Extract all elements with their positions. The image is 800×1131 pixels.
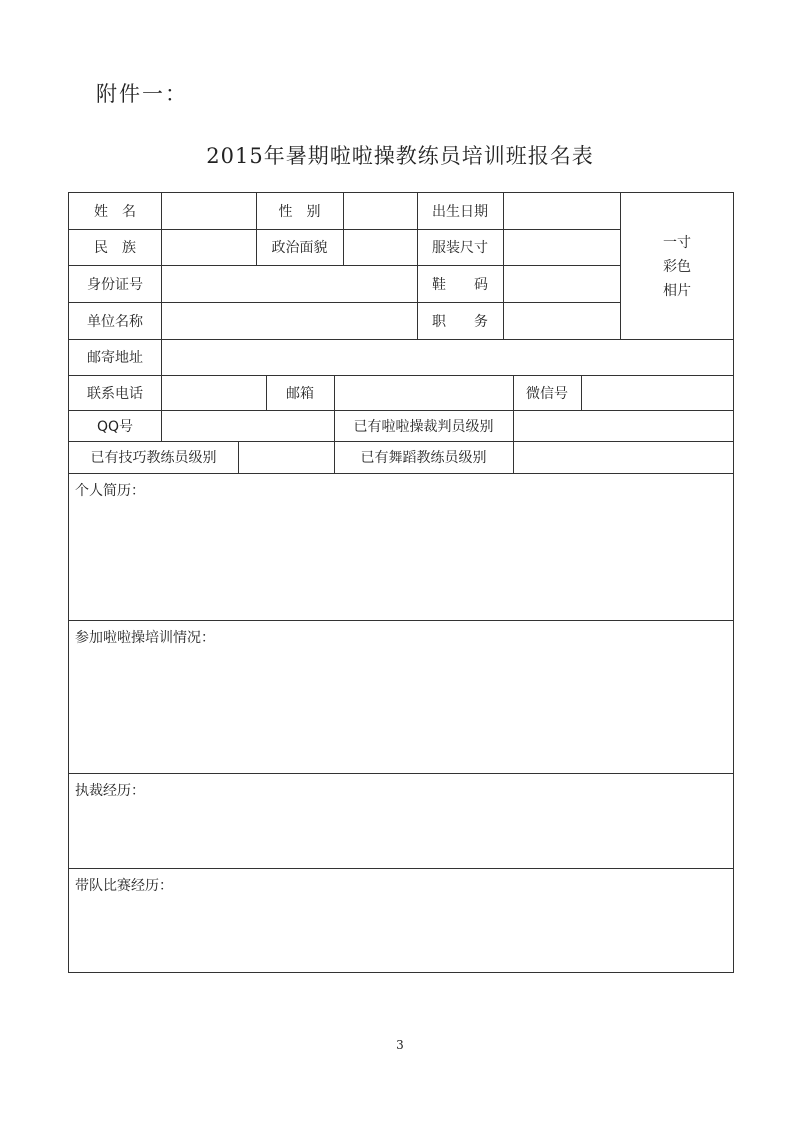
photo-text-line3: 相片 xyxy=(663,283,691,299)
mailing-address-field[interactable] xyxy=(162,339,733,375)
political-status-label: 政治面貌 xyxy=(271,240,328,256)
cheer-referee-level-label: 已有啦啦操裁判员级别 xyxy=(353,418,494,435)
shoe-size-field[interactable] xyxy=(504,265,620,302)
acrobatics-coach-level-field[interactable] xyxy=(239,441,334,473)
team-competition-section[interactable] xyxy=(69,869,733,972)
id-number-label: 身份证号 xyxy=(87,276,143,293)
judging-section[interactable] xyxy=(69,774,733,868)
judging-label: 执裁经历： xyxy=(75,783,145,799)
position-label: 职 务 xyxy=(432,313,488,330)
position-field[interactable] xyxy=(504,302,620,339)
gender-label: 性 别 xyxy=(278,204,321,220)
wechat-label: 微信号 xyxy=(526,385,568,402)
wechat-field[interactable] xyxy=(582,375,733,410)
dance-coach-level-label: 已有舞蹈教练员级别 xyxy=(360,450,487,466)
birthdate-field[interactable] xyxy=(504,193,620,229)
training-label: 参加啦啦操培训情况： xyxy=(75,630,215,646)
id-number-field[interactable] xyxy=(162,265,417,302)
form-title: 2015年暑期啦啦操教练员培训班报名表 xyxy=(206,144,594,168)
registration-form xyxy=(68,192,734,973)
ethnicity-label: 民 族 xyxy=(94,240,136,256)
acrobatics-coach-level-label: 已有技巧教练员级别 xyxy=(90,450,217,466)
shoe-size-label: 鞋 码 xyxy=(432,276,488,293)
resume-label: 个人简历： xyxy=(75,483,145,499)
mailing-address-label: 邮寄地址 xyxy=(87,350,143,366)
phone-field[interactable] xyxy=(162,375,266,410)
qq-field[interactable] xyxy=(162,410,334,441)
clothing-size-label: 服装尺寸 xyxy=(432,240,488,256)
photo-text-line2: 彩色 xyxy=(663,259,691,275)
name-field[interactable] xyxy=(162,193,256,229)
page-number: 3 xyxy=(396,1038,404,1052)
ethnicity-field[interactable] xyxy=(162,229,256,265)
employer-label: 单位名称 xyxy=(87,313,143,330)
email-label: 邮箱 xyxy=(286,385,314,402)
resume-section[interactable] xyxy=(69,474,733,620)
clothing-size-field[interactable] xyxy=(504,229,620,265)
name-label: 姓 名 xyxy=(94,204,136,220)
employer-field[interactable] xyxy=(162,302,417,339)
phone-label: 联系电话 xyxy=(87,385,143,402)
dance-coach-level-field[interactable] xyxy=(514,441,733,473)
email-field[interactable] xyxy=(335,375,513,410)
political-status-field[interactable] xyxy=(344,229,417,265)
gender-field[interactable] xyxy=(344,193,417,229)
birthdate-label: 出生日期 xyxy=(432,204,488,220)
cheer-referee-level-field[interactable] xyxy=(514,410,733,441)
qq-label: QQ号 xyxy=(96,418,134,435)
team-competition-label: 带队比赛经历： xyxy=(75,878,173,894)
attachment-label: 附件一： xyxy=(96,82,188,106)
photo-text-line1: 一寸 xyxy=(663,235,691,251)
training-section[interactable] xyxy=(69,621,733,773)
photo-placeholder xyxy=(621,231,733,303)
